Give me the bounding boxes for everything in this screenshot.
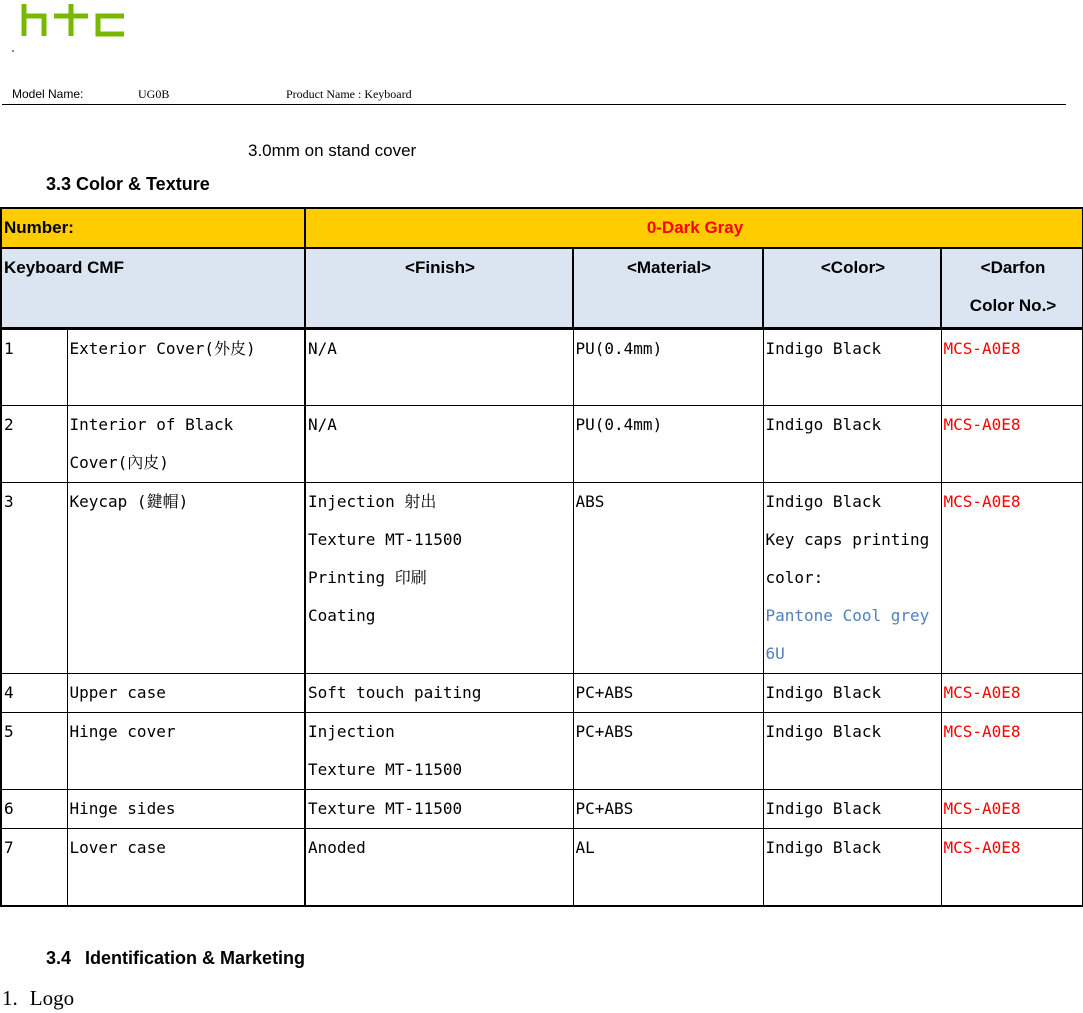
header-darfon-color-no: [941, 248, 1083, 328]
row-part-line: Upper case: [69, 682, 166, 702]
model-name-label: Model Name:: [12, 87, 84, 101]
table-row: [1, 328, 1083, 405]
row-color-pantone: Pantone Cool grey: [765, 605, 930, 625]
row-part: [67, 789, 305, 828]
table-row: [1, 789, 1083, 828]
row-color: [763, 328, 941, 405]
row-color-line: Indigo Black: [765, 721, 882, 741]
header-material: <Material>: [573, 248, 763, 328]
row-color: [763, 673, 941, 712]
row-finish: [305, 482, 573, 673]
row-finish: [305, 789, 573, 828]
list-item-number: 1.: [2, 986, 18, 1010]
section-title-identification: [46, 948, 305, 969]
row-color: [763, 405, 941, 482]
row-number: 2: [1, 405, 67, 482]
row-color-line: Indigo Black: [765, 682, 882, 702]
row-part-line: Exterior Cover(外皮): [69, 338, 256, 358]
htc-logo: [20, 2, 128, 42]
section-title-color-texture: 3.3 Color & Texture: [46, 174, 210, 194]
row-finish: [305, 673, 573, 712]
row-finish: [305, 328, 573, 405]
row-material: PU(0.4mm): [573, 405, 763, 482]
row-finish-line: Texture MT-11500: [308, 759, 463, 779]
row-finish: [305, 405, 573, 482]
header-keyboard-cmf: Keyboard CMF: [1, 248, 305, 328]
header-row: [1, 248, 1083, 328]
table-row: [1, 405, 1083, 482]
row-part: [67, 328, 305, 405]
row-number: 5: [1, 712, 67, 789]
row-finish-line: Texture MT-11500: [308, 798, 463, 818]
row-finish-line: Printing 印刷: [308, 567, 427, 587]
header-color: <Color>: [763, 248, 941, 328]
row-part-line: Hinge cover: [69, 721, 176, 741]
row-color-line: Indigo Black: [765, 338, 882, 358]
row-darfon: MCS-A0E8: [941, 828, 1083, 906]
number-value: 0-Dark Gray: [305, 208, 1083, 248]
row-number: 7: [1, 828, 67, 906]
row-number: 6: [1, 789, 67, 828]
header-divider: [2, 104, 1066, 105]
row-material: PU(0.4mm): [573, 328, 763, 405]
row-number: 1: [1, 328, 67, 405]
row-finish-line: N/A: [308, 414, 337, 434]
row-material: PC+ABS: [573, 789, 763, 828]
row-number: 3: [1, 482, 67, 673]
row-color: [763, 712, 941, 789]
list-item-text: Logo: [29, 986, 75, 1010]
header-finish: <Finish>: [305, 248, 573, 328]
row-color-line: Key caps printing: [765, 529, 930, 549]
product-name: Product Name : Keyboard: [286, 87, 412, 101]
row-finish-line: Injection: [308, 721, 395, 741]
row-finish-line: Soft touch paiting: [308, 682, 482, 702]
table-row: [1, 828, 1083, 906]
row-material: PC+ABS: [573, 712, 763, 789]
header-darfon-line2: Color No.>: [969, 296, 1057, 315]
section-title-text: Identification & Marketing: [85, 948, 306, 968]
table-row: [1, 712, 1083, 789]
number-row: [1, 208, 1083, 248]
row-number: 4: [1, 673, 67, 712]
row-part-line: Lover case: [69, 837, 166, 857]
logo-dot: [12, 50, 14, 52]
row-part-line: Hinge sides: [69, 798, 176, 818]
row-color: [763, 789, 941, 828]
row-finish-line: N/A: [308, 338, 337, 358]
table-row: [1, 482, 1083, 673]
row-part: [67, 405, 305, 482]
list-item: [2, 986, 74, 1011]
row-darfon: MCS-A0E8: [941, 673, 1083, 712]
row-color-line: Indigo Black: [765, 837, 882, 857]
row-part-line: Keycap (鍵帽): [69, 491, 189, 511]
row-material: AL: [573, 828, 763, 906]
number-label: Number:: [1, 208, 305, 248]
cover-note: 3.0mm on stand cover: [248, 141, 417, 160]
row-finish-line: Coating: [308, 605, 376, 625]
row-finish: [305, 712, 573, 789]
row-part-line: Cover(內皮): [69, 452, 169, 472]
row-darfon: MCS-A0E8: [941, 712, 1083, 789]
row-finish-line: Injection 射出: [308, 491, 437, 511]
row-finish-line: Texture MT-11500: [308, 529, 463, 549]
row-color: [763, 828, 941, 906]
row-color-line: Indigo Black: [765, 414, 882, 434]
row-part: [67, 828, 305, 906]
row-material: PC+ABS: [573, 673, 763, 712]
document-header: [2, 86, 1066, 104]
row-material: ABS: [573, 482, 763, 673]
section-number: 3.4: [46, 948, 72, 968]
row-color-pantone: 6U: [765, 643, 785, 663]
row-finish: [305, 828, 573, 906]
table-row: [1, 673, 1083, 712]
row-darfon: MCS-A0E8: [941, 328, 1083, 405]
row-part: [67, 712, 305, 789]
row-part-line: Interior of Black: [69, 414, 234, 434]
row-darfon: MCS-A0E8: [941, 789, 1083, 828]
header-darfon-line1: <Darfon: [980, 258, 1046, 277]
row-part: [67, 482, 305, 673]
row-color: [763, 482, 941, 673]
row-color-line: Indigo Black: [765, 491, 882, 511]
row-color-line: Indigo Black: [765, 798, 882, 818]
row-color-line: color:: [765, 567, 824, 587]
row-finish-line: Anoded: [308, 837, 366, 857]
row-darfon: MCS-A0E8: [941, 405, 1083, 482]
cmf-table: [0, 207, 1083, 907]
row-darfon: MCS-A0E8: [941, 482, 1083, 673]
row-part: [67, 673, 305, 712]
model-name-value: UG0B: [138, 87, 170, 101]
